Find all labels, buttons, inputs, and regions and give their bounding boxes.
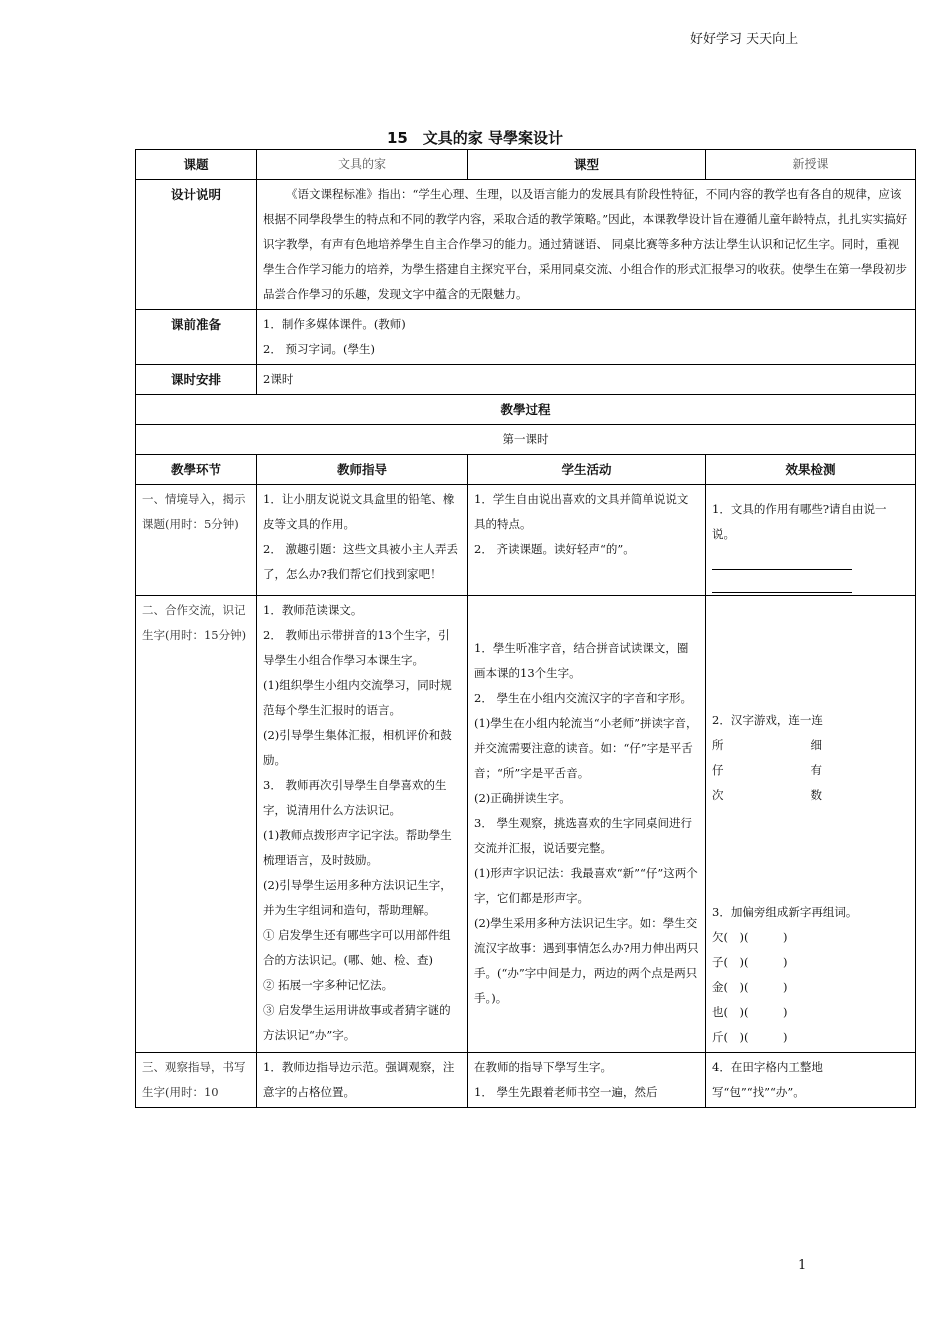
column-header: 效果检测 bbox=[706, 455, 916, 485]
radical-item[interactable]: 子( )( ) bbox=[712, 955, 788, 969]
student-step: (2)正确拼读生字。 bbox=[474, 791, 571, 805]
answer-line[interactable] bbox=[712, 570, 852, 593]
student-step: 2． 齐读课题。读好轻声“的”。 bbox=[474, 542, 635, 556]
match-right[interactable]: 细 bbox=[810, 738, 822, 752]
column-header: 教师指导 bbox=[257, 455, 468, 485]
teacher-step: 1．教师范读课文。 bbox=[263, 603, 363, 617]
teacher-step: 2． 教师出示带拼音的13个生字，引导學生小组合作學习本课生字。 bbox=[263, 628, 450, 667]
match-left[interactable]: 次 bbox=[712, 788, 724, 802]
match-left[interactable]: 所 bbox=[712, 738, 724, 752]
radical-item[interactable]: 斤( )( ) bbox=[712, 1030, 788, 1044]
match-pair bbox=[712, 783, 822, 808]
match-right[interactable]: 有 bbox=[810, 763, 822, 777]
match-pair bbox=[712, 733, 822, 758]
check-cell bbox=[706, 485, 916, 596]
prep-items bbox=[257, 310, 916, 365]
teacher-step: 3． 教师再次引导學生自學喜欢的生字，说清用什么方法识记。 bbox=[263, 778, 447, 817]
column-header: 学生活动 bbox=[468, 455, 706, 485]
match-right[interactable]: 数 bbox=[810, 788, 822, 802]
check-question: 4．在田字格内工整地写“包”“找”“办”。 bbox=[712, 1060, 823, 1099]
student-cell bbox=[468, 596, 706, 1053]
teacher-step: 1．教师边指导边示范。强调观察，注意字的占格位置。 bbox=[263, 1060, 455, 1099]
design-text: 《语文课程标准》指出：“学生心理、生理，以及语言能力的发展具有阶段性特征，不同内容的教学也有各自的规律，应该根据不同學段學生的特点和不同的教学内容，采取合适的教学策略。”因此，本课教學设计旨在遵循儿童年龄特点，扎扎实实搞好识字教學，有声有色地培养學生自主合作學习的能力。通过猜谜语、 同桌比赛等多种方法让學生认识和记忆生字。同时，重视學生合作学习能力的培养，为學生搭建自主探究平台，采用同桌交流、小组合作的形式汇报學习的收获。使學生在第一學段初步品尝合作學习的乐趣，发现文字中蕴含的无限魅力。 bbox=[257, 180, 916, 310]
table-row bbox=[136, 485, 916, 596]
student-step: 1． 學生先跟着老师书空一遍，然后 bbox=[474, 1085, 658, 1099]
teacher-step: ① 启发學生还有哪些字可以用部件组合的方法识记。(哪、她、检、查) bbox=[263, 928, 451, 967]
student-step: 2． 學生在小组内交流汉字的字音和字形。 bbox=[474, 691, 692, 705]
stage-cell: 二、合作交流，识记生字(用时：15分钟) bbox=[136, 596, 257, 1053]
match-left[interactable]: 仔 bbox=[712, 763, 724, 777]
column-header: 教學环节 bbox=[136, 455, 257, 485]
teacher-step: (2)引导學生运用多种方法识记生字，并为生字组词和造句，帮助理解。 bbox=[263, 878, 452, 917]
game-title: 2．汉字游戏，连一连 bbox=[712, 713, 823, 727]
teacher-cell bbox=[257, 485, 468, 596]
student-step: 1．學生听准字音，结合拼音试读课文，圈画本课的13个生字。 bbox=[474, 641, 689, 680]
radical-item[interactable]: 也( )( ) bbox=[712, 1005, 788, 1019]
teacher-step: ② 拓展一字多种记忆法。 bbox=[263, 978, 394, 992]
page-number: 1 bbox=[798, 1258, 807, 1273]
topic-value: 文具的家 bbox=[257, 150, 468, 180]
student-step: (1)學生在小组内轮流当“小老师”拼读字音，并交流需要注意的读音。如：“仔”字是平舌音；“所”字是平舌音。 bbox=[474, 716, 698, 780]
teacher-cell bbox=[257, 1053, 468, 1108]
check-cell bbox=[706, 1053, 916, 1108]
student-cell bbox=[468, 485, 706, 596]
teacher-step: (1)组织學生小组内交流學习，同时规范每个學生汇报时的语言。 bbox=[263, 678, 452, 717]
student-step: 3． 學生观察，挑选喜欢的生字同桌间进行交流并汇报，说话要完整。 bbox=[474, 816, 692, 855]
type-value: 新授课 bbox=[706, 150, 916, 180]
table-row bbox=[136, 596, 916, 1053]
page-title: 15 文具的家 导學案设计 bbox=[386, 129, 564, 147]
student-step: 1．学生自由说出喜欢的文具并简单说说文具的特点。 bbox=[474, 492, 689, 531]
teacher-step: (1)教师点拨形声字记字法。帮助學生梳理语言，及时鼓励。 bbox=[263, 828, 452, 867]
header-note: 好好学习 天天向上 bbox=[690, 32, 799, 47]
schedule-label: 课时安排 bbox=[136, 365, 257, 395]
topic-label: 课题 bbox=[136, 150, 257, 180]
student-cell bbox=[468, 1053, 706, 1108]
check-cell bbox=[706, 596, 916, 1053]
type-label: 课型 bbox=[468, 150, 706, 180]
teacher-cell bbox=[257, 596, 468, 1053]
lesson-plan-table bbox=[135, 149, 916, 1108]
prep-item: 1．制作多媒体课件。(教师) bbox=[263, 317, 406, 331]
student-step: (2)學生采用多种方法识记生字。如：學生交流汉字故事：遇到事情怎么办?用力伸出两只手。(“办”字中间是力，两边的两个点是两只手。)。 bbox=[474, 916, 699, 1005]
table-row bbox=[136, 1053, 916, 1108]
teacher-step: 2． 激趣引题：这些文具被小主人弄丢了，怎么办?我们帮它们找到家吧！ bbox=[263, 542, 458, 581]
student-step: (1)形声字识记法：我最喜欢“新”“仔”这两个字，它们都是形声字。 bbox=[474, 866, 698, 905]
prep-label: 课前准备 bbox=[136, 310, 257, 365]
check-question: 1．文具的作用有哪些?请自由说一说。 bbox=[712, 502, 887, 541]
process-heading: 教學过程 bbox=[136, 395, 916, 425]
schedule-value: 2课时 bbox=[257, 365, 916, 395]
teacher-step: 1．让小朋友说说文具盒里的铅笔、橡皮等文具的作用。 bbox=[263, 492, 455, 531]
radical-item[interactable]: 欠( )( ) bbox=[712, 930, 788, 944]
design-label: 设计说明 bbox=[136, 180, 257, 310]
teacher-step: ③ 启发學生运用讲故事或者猜字谜的方法识记“办”字。 bbox=[263, 1003, 451, 1042]
student-step: 在教师的指导下學写生字。 bbox=[474, 1060, 612, 1074]
radical-title: 3．加偏旁组成新字再组词。 bbox=[712, 905, 858, 919]
prep-item: 2． 预习字词。(學生) bbox=[263, 342, 375, 356]
session-label: 第一课时 bbox=[136, 425, 916, 455]
stage-cell: 三、观察指导，书写生字(用时：10 bbox=[136, 1053, 257, 1108]
answer-line[interactable] bbox=[712, 547, 852, 570]
match-pair bbox=[712, 758, 822, 783]
radical-item[interactable]: 金( )( ) bbox=[712, 980, 788, 994]
stage-cell: 一、情境导入，揭示课题(用时：5分钟) bbox=[136, 485, 257, 596]
teacher-step: (2)引导學生集体汇报，相机评价和鼓励。 bbox=[263, 728, 452, 767]
